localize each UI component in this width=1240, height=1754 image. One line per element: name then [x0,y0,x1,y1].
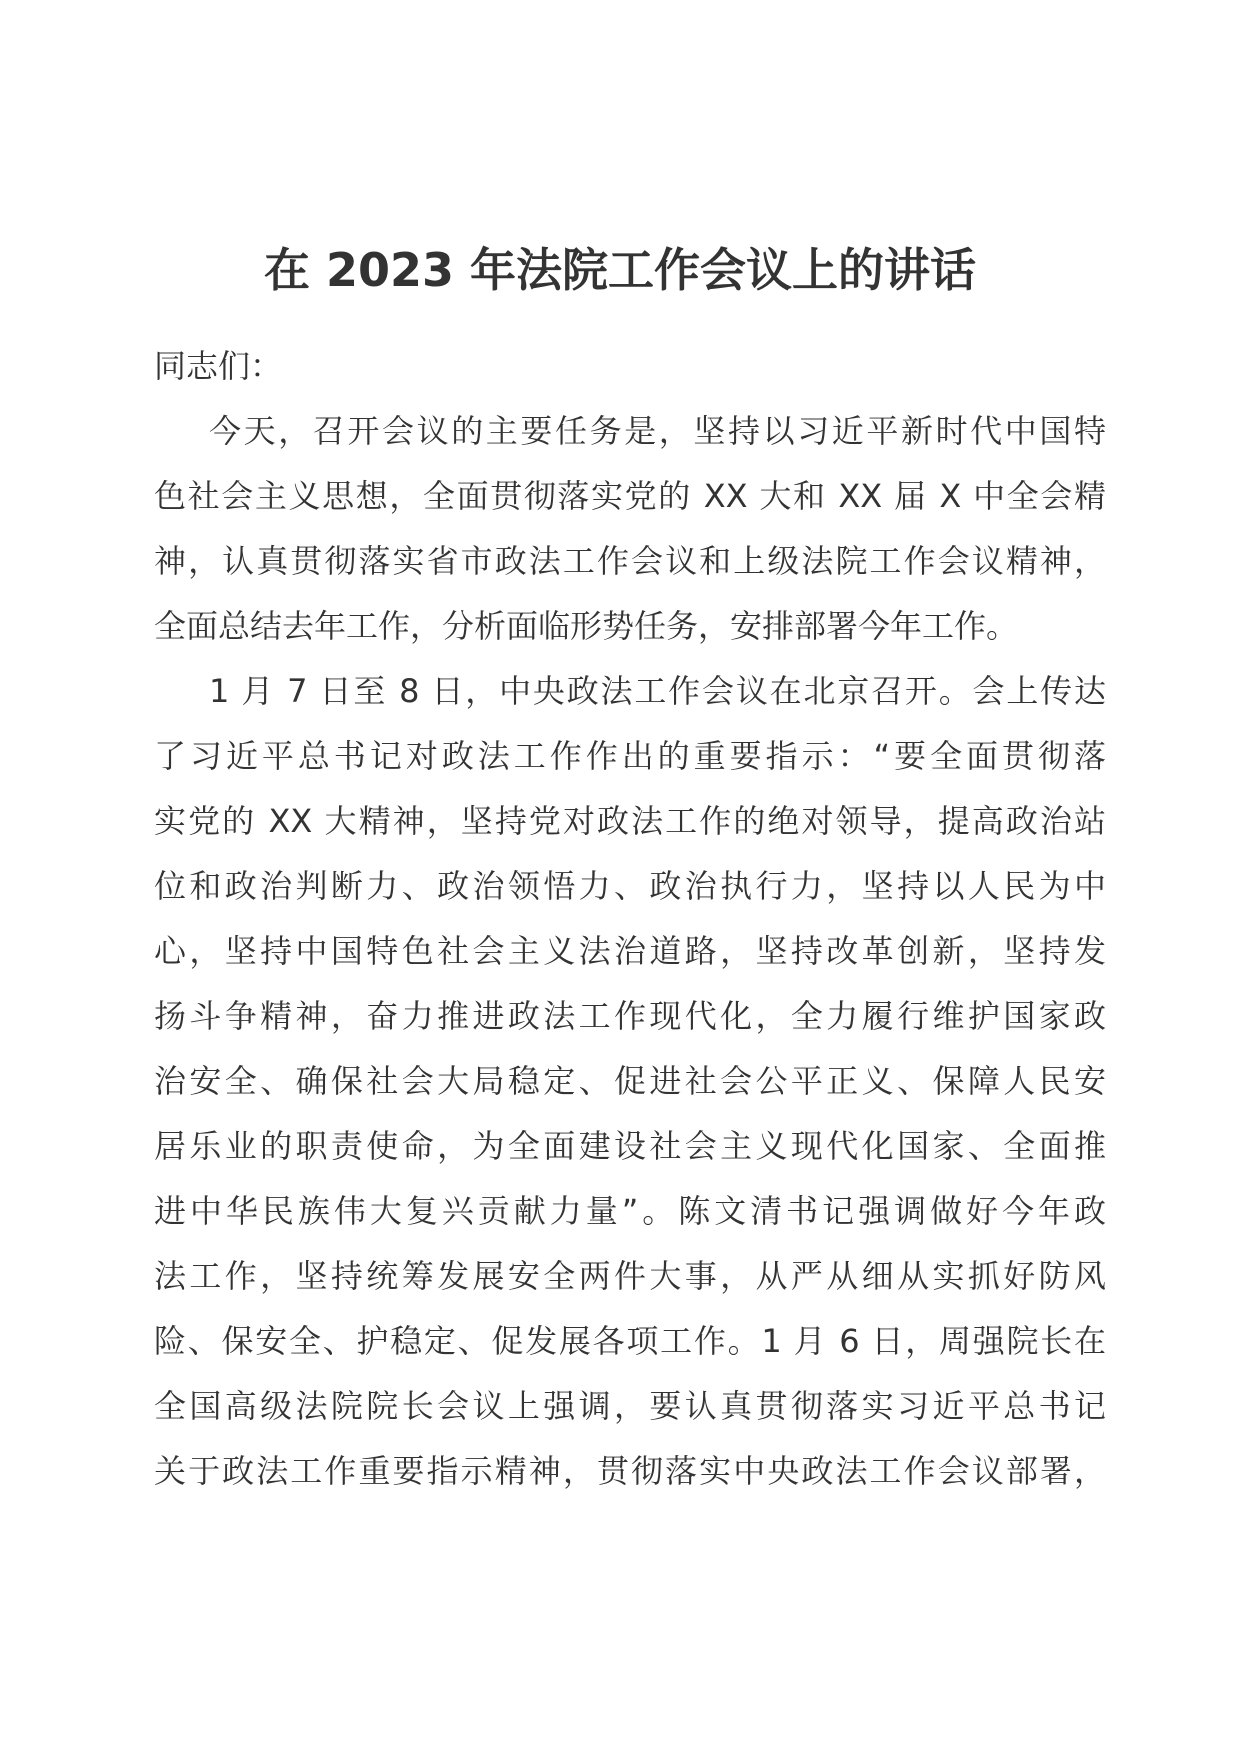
paragraph-line: 今天，召开会议的主要任务是，坚持以习近平新时代中国特 [209,412,1106,450]
paragraph-line: 居乐业的职责使命，为全面建设社会主义现代化国家、全面推 [154,1127,1106,1165]
paragraph-line: 全国高级法院院长会议上强调，要认真贯彻落实习近平总书记 [154,1387,1106,1425]
paragraph-1 [154,399,1106,659]
document-title: 在 2023 年法院工作会议上的讲话 [263,243,977,297]
paragraph-line: 扬斗争精神，奋力推进政法工作现代化，全力履行维护国家政 [154,997,1106,1035]
paragraph-line: 关于政法工作重要指示精神，贯彻落实中央政法工作会议部署， [154,1452,1106,1490]
paragraph-line: 实党的 XX 大精神，坚持党对政法工作的绝对领导，提高政治站 [154,802,1106,840]
paragraph-line: 险、保安全、护稳定、促发展各项工作。1 月 6 日，周强院长在 [154,1322,1106,1360]
paragraph-line: 1 月 7 日至 8 日，中央政法工作会议在北京召开。会上传达 [209,672,1106,710]
paragraph-line: 进中华民族伟大复兴贡献力量”。陈文清书记强调做好今年政 [154,1192,1106,1230]
paragraph-line: 色社会主义思想，全面贯彻落实党的 XX 大和 XX 届 X 中全会精 [154,477,1106,515]
salutation: 同志们： [154,347,283,385]
paragraph-line: 神，认真贯彻落实省市政法工作会议和上级法院工作会议精神， [154,542,1106,580]
document-body [154,334,1106,1504]
paragraph-line: 了习近平总书记对政法工作作出的重要指示：“要全面贯彻落 [154,737,1106,775]
paragraph-2 [154,659,1106,1504]
paragraph-line: 位和政治判断力、政治领悟力、政治执行力，坚持以人民为中 [154,867,1106,905]
paragraph-line: 治安全、确保社会大局稳定、促进社会公平正义、保障人民安 [154,1062,1106,1100]
paragraph-line: 全面总结去年工作，分析面临形势任务，安排部署今年工作。 [154,607,1019,645]
paragraph-line: 心，坚持中国特色社会主义法治道路，坚持改革创新，坚持发 [154,932,1106,970]
paragraph-line: 法工作，坚持统筹发展安全两件大事，从严从细从实抓好防风 [154,1257,1106,1295]
